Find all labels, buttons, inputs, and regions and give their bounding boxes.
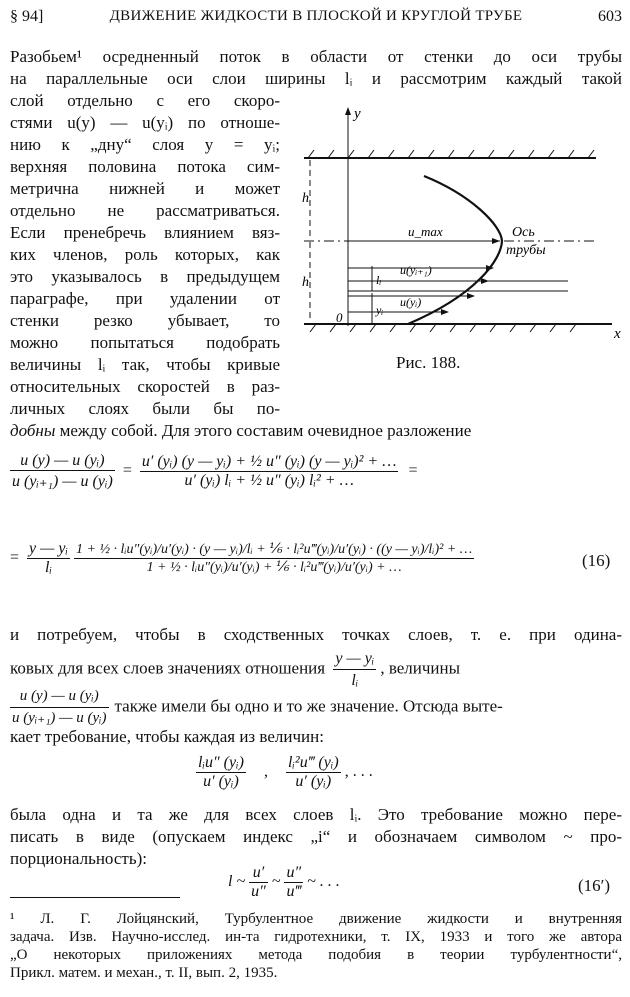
text-line: отдельно не рассматриваться. <box>10 201 280 220</box>
text-line: величины lᵢ так, чтобы кривые <box>10 355 280 374</box>
eq4-tail: ~ . . . <box>307 873 340 891</box>
text-line: нию к „дну“ слоя y = yᵢ; <box>10 135 280 154</box>
section-marker: § 94] <box>10 8 44 25</box>
eq1-rhs-fraction <box>140 453 399 490</box>
eq4-fraction-1 <box>249 864 268 901</box>
eq4-l: l ~ <box>228 873 246 891</box>
eq3-tail: , . . . <box>344 763 373 781</box>
text-line: слой отдельно с его скоро- <box>10 91 280 110</box>
italic-word: добны <box>10 421 56 440</box>
eq1-lhs-fraction <box>10 452 115 491</box>
h-lower-label: h <box>302 275 309 290</box>
text-line: ких членов, роль которых, как <box>10 245 280 264</box>
eq3-fraction-2 <box>286 754 341 791</box>
eq4-f1-num: u′ <box>249 864 268 883</box>
ratio-fraction <box>333 648 376 691</box>
equation-16: = $\frac{\text{y — yᵢ}}{\text{lᵢ}}$ 1 + ½ · lᵢu″(yᵢ)/u′(yᵢ) · (y — yᵢ)/lᵢ + ⅙ · lᵢ²u‴(yᵢ)/u′(yᵢ) · ((y — yᵢ)/lᵢ)² + … 1 + ½ · lᵢu″(yᵢ)/u′(yᵢ) + ⅙ · lᵢ²u‴(yᵢ)/u′(yᵢ) + … <box>10 540 473 576</box>
eq2-prefix-den: lᵢ <box>45 559 52 576</box>
eq4-f2-den: u‴ <box>286 883 302 900</box>
running-title: ДВИЖЕНИЕ ЖИДКОСТИ В ПЛОСКОЙ И КРУГЛОЙ ТРУБЕ <box>109 8 523 24</box>
x-axis-label: x <box>614 326 621 340</box>
axis-label-1: Ось <box>512 225 535 240</box>
footnote-line: Прикл. матем. и механ., т. II, вып. 2, 1935. <box>10 965 278 981</box>
equation-16-prime <box>228 864 340 901</box>
velocity-profile-curve <box>408 176 502 324</box>
eq2-prefix-num: y — yᵢ <box>29 540 68 557</box>
page-number: 603 <box>598 8 622 25</box>
umax-label: u_max <box>408 224 443 239</box>
footnote-line: „О некоторых приложениях метода подобия в теории турбулентности“, <box>10 947 622 963</box>
text-line: относительных скоростей в раз- <box>10 377 280 396</box>
ratio-num: y — yᵢ <box>333 648 376 670</box>
text-line: и потребуем, чтобы в сходственных точках слоев, т. е. при одина- <box>10 625 622 644</box>
text-line: Если пренебречь влиянием вяз- <box>10 223 280 242</box>
eq2-main-fraction <box>74 541 474 576</box>
equation-number-16-prime: (16′) <box>578 876 611 895</box>
text-line: личных слоях были бы по- <box>10 399 280 418</box>
li-label: lᵢ <box>376 273 382 287</box>
h-upper-label: h <box>302 191 309 206</box>
text-line: это указывалось в предыдущем <box>10 267 280 286</box>
figure-pipe-velocity-profile <box>296 100 626 340</box>
text-span: также имели бы одно и то же значение. Отсюда выте- <box>114 696 503 716</box>
text-line: метрична нижней и может <box>10 179 280 198</box>
eq4-f1-den: u″ <box>251 883 266 900</box>
eq2-prefix-fraction <box>27 540 70 577</box>
equation-number-16: (16) <box>582 551 611 570</box>
equation-quantities: $\frac{\text{lᵢu″ (yᵢ)}}{\text{u′ (yᵢ)}}$ , $\frac{\text{lᵢ²u‴ (yᵢ)}}{\text{u′ (yᵢ)}}$ , . . . <box>198 754 373 790</box>
footnote-line: ¹ Л. Г. Лойцянский, Турбулентное движение жидкости и внутренняя <box>10 911 622 927</box>
ratio-den: lᵢ <box>351 672 359 689</box>
text-line: кает требование, чтобы каждая из величин: <box>10 727 324 746</box>
eq2-denominator: 1 + ½ · lᵢu″(yᵢ)/u′(yᵢ) + ⅙ · lᵢ²u‴(yᵢ)/u′(yᵢ) + … <box>146 560 402 575</box>
eq1-lhs-denominator: u (yᵢ₊₁) — u (yᵢ) <box>12 473 113 490</box>
text-line: параграфе, при удалении от <box>10 289 280 308</box>
eq3-fraction-1 <box>196 754 246 791</box>
figure-caption: Рис. 188. <box>396 353 461 372</box>
y-axis-label: y <box>354 106 361 122</box>
eq4-f2-num: u″ <box>284 864 303 883</box>
text-line <box>10 420 622 441</box>
text-line: на параллельные оси слои ширины lᵢ и рассмотрим каждый такой <box>10 69 622 88</box>
eq3-f1-den: u′ (yᵢ) <box>203 773 239 790</box>
footnote-rule <box>10 897 180 898</box>
eq4-sim: ~ <box>271 873 281 891</box>
text-line: Разобьем¹ осредненный поток в области от стенки до оси трубы <box>10 47 622 66</box>
eq3-f2-num: lᵢ²u‴ (yᵢ) <box>287 754 339 771</box>
text-span: ковых для всех слоев значениях отношения <box>10 658 326 678</box>
text-span: между собой. Для этого составим очевидное разложение <box>55 421 472 440</box>
u-yi1-label: u(yᵢ₊₁) <box>400 263 432 277</box>
velocity-ratio-fraction <box>10 686 109 729</box>
origin-label: 0 <box>336 310 343 325</box>
equation-expansion: $\frac{\text{u (y) — u (yᵢ)}}{\text{u (yᵢ₊₁) — u (yᵢ)}}$ = $\frac{\text{u′ (yᵢ) (y — yᵢ) + ½ u″ (yᵢ) (y — yᵢ)² + …}}{\text{u′ (yᵢ) lᵢ + ½ u″ (yᵢ) lᵢ² + …}}$ = <box>12 452 418 490</box>
eq1-rhs-denominator: u′ (yᵢ) lᵢ + ½ u″ (yᵢ) lᵢ² + … <box>184 472 354 489</box>
text-span: , величины <box>380 658 461 678</box>
eq1-rhs-numerator: u′ (yᵢ) (y — yᵢ) + ½ u″ (yᵢ) (y — yᵢ)² + … <box>141 453 397 470</box>
vel-ratio-den: u (yᵢ₊₁) — u (yᵢ) <box>12 710 107 726</box>
text-line: писать в виде (опускаем индекс „i“ и обозначаем символом ~ про- <box>10 827 622 846</box>
eq2-numerator: 1 + ½ · lᵢu″(yᵢ)/u′(yᵢ) · (y — yᵢ)/lᵢ + ⅙ · lᵢ²u‴(yᵢ)/u′(yᵢ) · ((y — yᵢ)/lᵢ)² + … <box>76 542 473 557</box>
vel-ratio-num: u (y) — u (yᵢ) <box>10 686 109 708</box>
text-line: была одна и та же для всех слоев lᵢ. Это требование можно пере- <box>10 805 622 824</box>
axis-label-2: трубы <box>506 243 546 258</box>
u-yi-label: u(yᵢ) <box>400 295 422 309</box>
footnote-line: задача. Изв. Научно-исслед. ин-та гидротехники, т. IX, 1933 и того же автора <box>10 929 622 945</box>
text-line: порциональность): <box>10 849 147 868</box>
running-header <box>10 8 622 30</box>
text-line <box>10 648 622 691</box>
text-line: стенки резко убывает, то <box>10 311 280 330</box>
yi-label: yᵢ <box>376 303 384 317</box>
eq1-lhs-numerator: u (y) — u (yᵢ) <box>10 452 115 471</box>
eq3-f2-den: u′ (yᵢ) <box>295 773 332 790</box>
eq4-fraction-2 <box>284 864 303 901</box>
text-line <box>10 686 622 729</box>
text-line: стями u(y) — u(yᵢ) по отноше- <box>10 113 280 132</box>
eq3-f1-num: lᵢu″ (yᵢ) <box>198 754 244 771</box>
text-line: верхняя половина потока сим- <box>10 157 280 176</box>
text-line: можно попытаться подобрать <box>10 333 280 352</box>
